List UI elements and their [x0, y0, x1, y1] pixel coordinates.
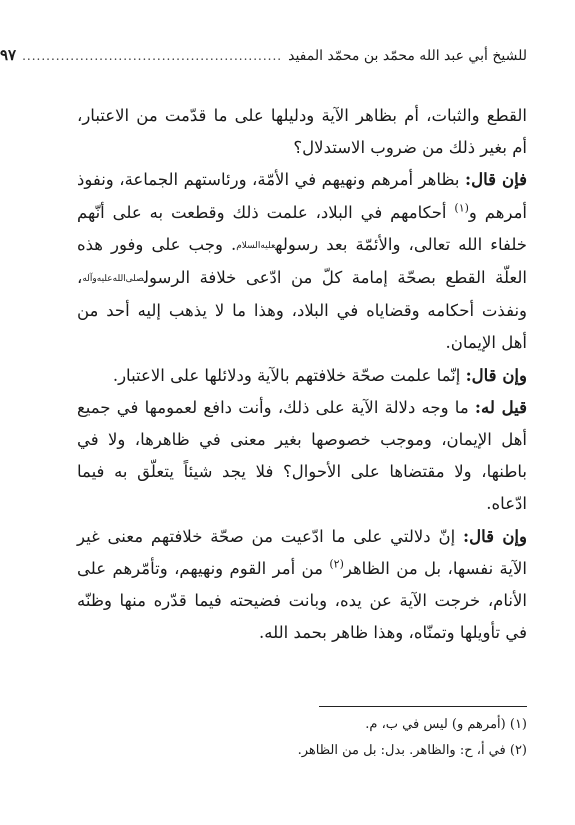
running-header-title: للشيخ أبي عبد الله محمّد بن محمّد المفيد	[288, 48, 527, 64]
paragraph-5	[77, 521, 527, 650]
paragraph-2	[77, 164, 527, 359]
paragraph-text: إنّما علمت صحّة خلافتهم بالآية ودلائلها على الاعتبار.	[112, 365, 466, 385]
honorific-symbol: صلى‌الله‌عليه‌وآله	[82, 274, 144, 285]
page-number: ٩٧	[0, 46, 17, 64]
paragraph-text: القطع والثبات، أم بظاهر الآية ودليلها على ما قدّمت من الاعتبار، أم بغير ذلك من ضروب الاستدلال؟	[77, 106, 527, 158]
running-header	[0, 46, 527, 70]
footnote-separator	[319, 706, 527, 707]
footnote-2: (٢) في أ، ح: والظاهر. بدل: بل من الظاهر.	[297, 743, 527, 758]
paragraph-4	[77, 392, 527, 521]
paragraph-text: ما وجه دلالة الآية على ذلك، وأنت دافع لعمومها في جميع أهل الإيمان، وموجب خصوصها بغير معنى في ظاهرها، ولا في باطنها، ولا مقتضاها على الأحوال؟ فلا يجد شيئاً يتعلّق به فيما ادّعاه.	[77, 397, 527, 514]
paragraph-text: ، ونفذت أحكامه وقضاياه في البلاد، وهذا ما لا يذهب إليه أحد من أهل الإيمان.	[77, 268, 527, 353]
paragraph-lead: قيل له:	[474, 397, 527, 417]
leader-dots: ......................................................	[22, 49, 283, 63]
paragraph-lead: فإن قال:	[464, 170, 527, 190]
paragraph-lead: وإن قال:	[463, 526, 527, 546]
paragraph-3	[77, 360, 527, 392]
paragraph-lead: وإن قال:	[465, 365, 527, 385]
paragraph-text: . وجب على وفور هذه العلّة القطع بصحّة إمامة كلّ من ادّعى خلافة الرسول	[77, 234, 527, 288]
paragraph-text: من أمر القوم ونهيهم، وتأمّرهم على الأنام، خرجت الآية عن يده، وبانت فضيحته فيما قدّره منها وظنّه في تأويلها وتمنّاه، وهذا ظاهر بحمد الله.	[77, 558, 527, 643]
honorific-symbol: عليه‌السلام	[236, 240, 276, 251]
footnote-ref-2: (٢)	[329, 557, 344, 571]
footnotes	[127, 712, 527, 764]
paragraph-text: بظاهر أمرهم ونهيهم في الأمّة، ورئاستهم الجماعة، ونفوذ أمرهم و	[77, 170, 528, 222]
paragraph-text: أحكامهم في البلاد، علمت ذلك وقطعت به على أنّهم خلفاء الله تعالى، والأئمّة بعد رسوله	[77, 202, 527, 254]
paragraph-text: إنّ دلالتي على ما ادّعيت من صحّة خلافتهم معنى غير الآية نفسها، بل من الظاهر	[77, 526, 527, 578]
footnote-1: (١) (أمرهم و) ليس في ب، م.	[365, 717, 527, 732]
footnote-ref-1: (١)	[454, 201, 469, 215]
paragraph-1	[77, 100, 527, 164]
main-text	[77, 100, 527, 649]
